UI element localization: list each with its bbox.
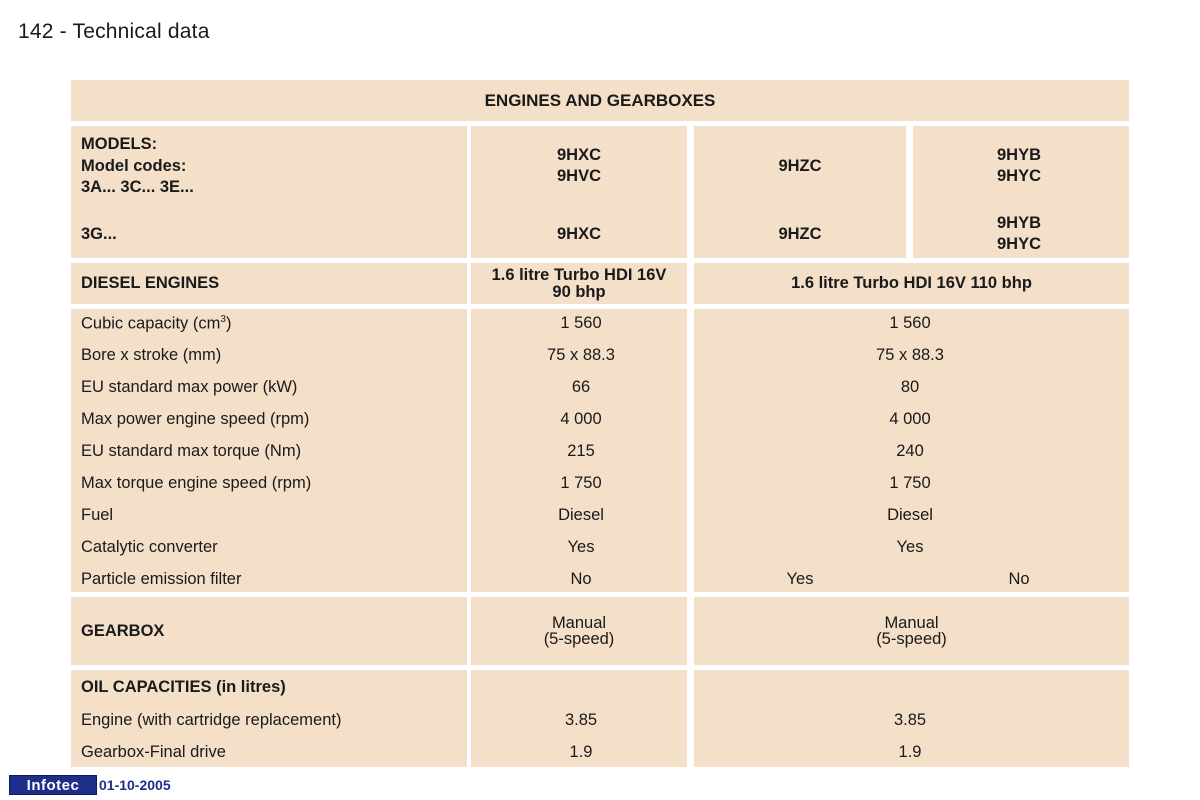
spec-label-cubic-capacity: Cubic capacity $(cm^3)$ [81,314,232,333]
oil-col2-cell [694,670,1129,767]
diesel-engine-90bhp-line2: 90 bhp [552,282,606,301]
models-col3-cell [913,126,1129,258]
spec-value: 66 [571,378,591,396]
spec-value: 1 750 [560,474,602,492]
models-label-cell [71,126,467,258]
gearbox-type: Manual [551,614,607,632]
spec-label-max-torque: EU standard max torque (Nm) [81,442,302,460]
spec-value: 4 000 [889,410,931,428]
model-code-9hyc: 9HYC [996,167,1042,185]
spec-label-fuel: Fuel [81,506,114,524]
model-code-9hyc-3g: 9HYC [996,235,1042,253]
spec-value: 1 750 [889,474,931,492]
footer [9,775,171,795]
model-code-9hxc: 9HXC [556,146,602,164]
specs-col2-cell [694,309,1129,592]
oil-label-engine: Engine (with cartridge replacement) [81,711,342,729]
diesel-col1-cell [471,263,687,304]
spec-value: 4 000 [560,410,602,428]
spec-value: 75 x 88.3 [547,346,615,364]
specs-label-cell [71,309,467,592]
model-code-9hzc: 9HZC [778,157,822,175]
spec-value: No [1008,570,1030,588]
models-heading: MODELS: [81,135,158,153]
spec-value: 1 560 [560,314,602,332]
gearbox-label-cell [71,597,467,665]
gearbox-col2-cell [694,597,1129,665]
spec-value: Yes [567,538,595,556]
spec-value: 1 560 [889,314,931,332]
oil-capacities-heading: OIL CAPACITIES (in litres) [81,678,286,696]
oil-value: 1.9 [898,743,922,761]
oil-value: 3.85 [893,711,927,729]
model-codes-heading: Model codes: [81,157,187,175]
spec-label-torque-speed: Max torque engine speed (rpm) [81,474,312,492]
oil-value: 1.9 [569,743,593,761]
diesel-engine-110bhp: 1.6 litre Turbo HDI 16V 110 bhp [791,274,1032,292]
spec-value: 75 x 88.3 [876,346,944,364]
infotec-logo: Infotec [9,775,97,795]
spec-label-power-speed: Max power engine speed (rpm) [81,410,310,428]
footer-date: 01-10-2005 [99,777,171,793]
diesel-col2-cell [694,263,1129,304]
diesel-engines-heading: DIESEL ENGINES [81,274,220,292]
models-col1-cell [471,126,687,258]
model-code-9hxc-3g: 9HXC [556,225,602,243]
gearbox-type: Manual [884,614,939,632]
diesel-label-cell [71,263,467,304]
table-title: ENGINES AND GEARBOXES [484,90,716,110]
oil-label-gearbox: Gearbox-Final drive [81,743,226,761]
diesel-engine-90bhp-line1: 1.6 litre Turbo HDI 16V [491,265,667,284]
gearbox-heading: GEARBOX [81,621,165,640]
models-col2-cell [694,126,906,258]
spec-label-bore-stroke: Bore x stroke (mm) [81,346,222,364]
engines-gearboxes-table [70,78,1130,768]
spec-value: 240 [896,442,924,460]
page-title: 142 - Technical data [18,20,210,43]
gearbox-speeds: (5-speed) [876,630,947,648]
spec-value: Yes [786,570,814,588]
spec-value: Yes [896,538,924,556]
model-code-9hzc-3g: 9HZC [778,225,822,243]
specs-col1-cell [471,309,687,592]
spec-label-catalytic: Catalytic converter [81,538,218,556]
model-codes-3a3c3e: 3A... 3C... 3E... [81,178,194,196]
spec-value: No [570,570,592,588]
model-code-9hyb-3g: 9HYB [996,214,1042,232]
spec-value: 80 [900,378,920,396]
gearbox-speeds: (5-speed) [543,630,615,648]
model-codes-3g: 3G... [81,225,117,243]
spec-value: Diesel [887,506,933,524]
gearbox-col1-cell [471,597,687,665]
oil-value: 3.85 [564,711,598,729]
spec-label-particle-filter: Particle emission filter [81,570,242,588]
spec-value: Diesel [558,506,604,524]
model-code-9hvc: 9HVC [556,167,602,185]
oil-label-cell [71,670,467,767]
model-code-9hyb: 9HYB [996,146,1042,164]
spec-value: 215 [567,442,595,460]
spec-label-max-power: EU standard max power (kW) [81,378,298,396]
oil-col1-cell [471,670,687,767]
table-title-cell [71,80,1129,121]
